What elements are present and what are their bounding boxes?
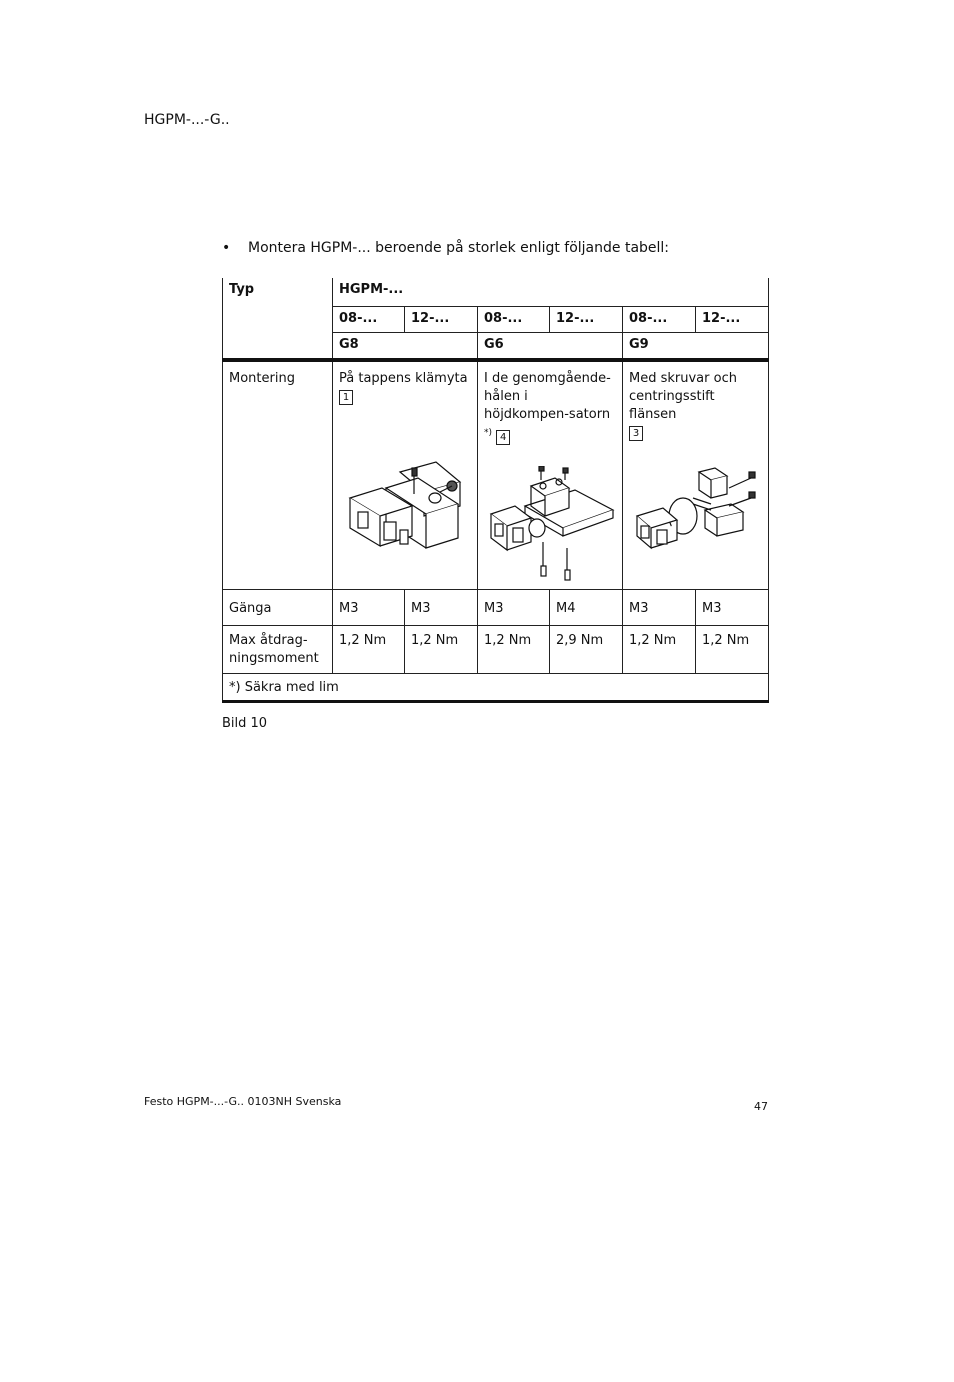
montering-g6-text: I de genomgående-hålen i höjdkompen-satorn bbox=[484, 371, 611, 422]
ref-number: 1 bbox=[339, 390, 353, 405]
ganga-value: M3 bbox=[623, 590, 696, 626]
torque-value: 1,2 Nm bbox=[333, 626, 405, 674]
montering-g6-cell bbox=[478, 360, 623, 590]
ganga-label: Gänga bbox=[223, 590, 333, 626]
group-header-g8: G8 bbox=[333, 332, 478, 360]
g8-gripper-illustration bbox=[340, 458, 470, 558]
size-header: 08-... bbox=[623, 306, 696, 332]
torque-value: 2,9 Nm bbox=[550, 626, 623, 674]
footnote-marker: *) bbox=[484, 428, 493, 438]
ganga-value: M3 bbox=[405, 590, 478, 626]
ganga-value: M3 bbox=[696, 590, 769, 626]
ganga-value: M4 bbox=[550, 590, 623, 626]
g6-gripper-illustration bbox=[485, 466, 615, 586]
montering-g9-text: Med skruvar och centringsstift flänsen bbox=[629, 371, 737, 422]
size-header: 12-... bbox=[550, 306, 623, 332]
hgpm-header: HGPM-... bbox=[333, 278, 769, 306]
mounting-table bbox=[222, 278, 769, 703]
torque-value: 1,2 Nm bbox=[696, 626, 769, 674]
montering-label: Montering bbox=[223, 360, 333, 590]
montering-g8-cell bbox=[333, 360, 478, 590]
group-header-g6: G6 bbox=[478, 332, 623, 360]
size-header: 08-... bbox=[478, 306, 550, 332]
ganga-value: M3 bbox=[333, 590, 405, 626]
torque-value: 1,2 Nm bbox=[405, 626, 478, 674]
g9-gripper-illustration bbox=[631, 464, 761, 564]
typ-header: Typ bbox=[223, 278, 333, 360]
footer-text: Festo HGPM-...-G.. 0103NH Svenska bbox=[144, 1095, 342, 1108]
montering-g9-cell bbox=[623, 360, 769, 590]
max-torque-label: Max åtdrag-ningsmoment bbox=[223, 626, 333, 674]
montering-g8-text: På tappens klämyta bbox=[339, 371, 468, 386]
page-number: 47 bbox=[754, 1100, 768, 1113]
torque-value: 1,2 Nm bbox=[478, 626, 550, 674]
ganga-value: M3 bbox=[478, 590, 550, 626]
size-header: 12-... bbox=[405, 306, 478, 332]
ref-number: 3 bbox=[629, 426, 643, 441]
page-header-title: HGPM-...-G.. bbox=[144, 112, 230, 128]
torque-value: 1,2 Nm bbox=[623, 626, 696, 674]
bullet-icon: • bbox=[222, 240, 231, 256]
group-header-g9: G9 bbox=[623, 332, 769, 360]
instruction-line bbox=[222, 240, 669, 256]
table-footnote: *) Säkra med lim bbox=[223, 674, 769, 702]
figure-caption: Bild 10 bbox=[222, 716, 268, 731]
size-header: 12-... bbox=[696, 306, 769, 332]
instruction-text: Montera HGPM-... beroende på storlek enligt följande tabell: bbox=[248, 240, 670, 256]
size-header: 08-... bbox=[333, 306, 405, 332]
ref-number: 4 bbox=[496, 430, 510, 445]
